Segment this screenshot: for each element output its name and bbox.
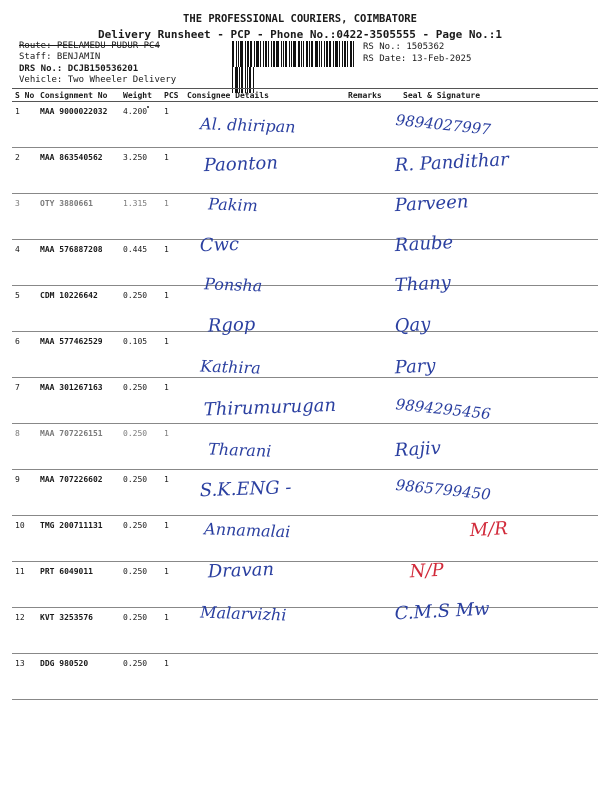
cell-consignment: DDG 980520: [37, 654, 120, 700]
cell-consignment: MAA 577462529: [37, 332, 120, 378]
consignee-handwriting: Kathira: [199, 356, 262, 378]
col-weight: Weight: [120, 89, 161, 102]
barcode-bar: [311, 41, 313, 67]
barcode-bar: [271, 41, 272, 67]
cell-sno: 10: [12, 516, 37, 562]
barcode-bar: [293, 41, 296, 67]
barcode-bar: [353, 41, 354, 67]
cell-remarks: [345, 608, 400, 654]
barcode-bar: [273, 41, 275, 67]
cell-signature: [400, 654, 598, 700]
table-row: [12, 654, 598, 700]
col-sno: S No: [12, 89, 37, 102]
barcode-bar: [254, 41, 255, 67]
cell-remarks: [345, 470, 400, 516]
consignee-handwriting: Dravan: [207, 559, 275, 583]
cell-weight: 0.445: [120, 240, 161, 286]
cell-sno: 1: [12, 102, 37, 148]
cell-consignee: [184, 562, 345, 608]
barcode-bar: [324, 41, 325, 67]
table-header-row: [12, 89, 598, 102]
cell-signature: [400, 424, 598, 470]
cell-signature: [400, 194, 598, 240]
consignee-handwriting: Tharani: [207, 439, 272, 461]
barcode-bar: [350, 41, 352, 67]
cell-signature: [400, 378, 598, 424]
col-consignment: Consignment No: [37, 89, 120, 102]
consignee-handwriting: Malarvizhi: [199, 602, 287, 625]
cell-sno: 6: [12, 332, 37, 378]
barcode-bar: [303, 41, 304, 67]
cell-signature: [400, 516, 598, 562]
cell-pcs: 1: [161, 608, 184, 654]
cell-pcs: 1: [161, 424, 184, 470]
cell-consignment: MAA 707226602: [37, 470, 120, 516]
runsheet-subtitle: Delivery Runsheet - PCP - Phone No.:0422-3505555 - Page No.:1: [98, 28, 502, 41]
barcode-bar: [344, 41, 346, 67]
cell-remarks: [345, 102, 400, 148]
cell-pcs: 1: [161, 516, 184, 562]
barcode-bar: [247, 41, 249, 67]
col-remarks: Remarks: [345, 89, 400, 102]
barcode-bar: [347, 41, 348, 67]
cell-signature: [400, 332, 598, 378]
cell-weight: 0.250: [120, 470, 161, 516]
barcode-bar: [339, 41, 340, 67]
cell-pcs: 1: [161, 654, 184, 700]
remark-handwriting: M/R: [469, 518, 509, 542]
cell-consignment: MAA 9000022032: [37, 102, 120, 148]
cell-pcs: 1: [161, 378, 184, 424]
barcode-bar: [309, 41, 310, 67]
cell-sno: 13: [12, 654, 37, 700]
cell-signature: [400, 240, 598, 286]
vehicle-label: Vehicle: Two Wheeler Delivery: [19, 75, 177, 85]
cell-weight: 0.250: [120, 286, 161, 332]
barcode-bar: [276, 41, 279, 67]
cell-consignee: [184, 654, 345, 700]
cell-consignee: [184, 424, 345, 470]
rs-date: RS Date: 13-Feb-2025: [363, 54, 472, 64]
col-signature: Seal & Signature: [400, 89, 598, 102]
table-row: [12, 332, 598, 378]
table-row: [12, 148, 598, 194]
barcode-bar: [306, 41, 308, 67]
signature-handwriting: Qay: [394, 313, 431, 337]
cell-consignee: [184, 194, 345, 240]
consignee-handwriting: Thirumurugan: [203, 394, 337, 421]
barcode-bar: [301, 41, 302, 67]
route-label: Route: PEELAMEDU PUDUR PC4: [19, 41, 160, 51]
cell-remarks: [345, 194, 400, 240]
barcode-bar: [256, 41, 259, 67]
table-row: [12, 562, 598, 608]
cell-sno: 11: [12, 562, 37, 608]
cell-weight: 0.250: [120, 516, 161, 562]
runsheet-table: [12, 88, 598, 700]
drs-number: DRS No.: DCJB150536201: [19, 64, 139, 74]
cell-remarks: [345, 562, 400, 608]
barcode-bar: [250, 41, 252, 67]
table-row: [12, 470, 598, 516]
barcode-bar: [238, 41, 239, 67]
barcode-bar: [321, 41, 322, 67]
consignee-handwriting: Al. dhiripan: [199, 114, 296, 137]
table-row: [12, 378, 598, 424]
signature-handwriting: Parveen: [394, 191, 469, 217]
signature-handwriting: 9865799450: [394, 475, 492, 504]
cell-sno: 9: [12, 470, 37, 516]
cell-sno: 2: [12, 148, 37, 194]
remark-handwriting: N/P: [409, 559, 445, 583]
barcode-bar: [333, 41, 334, 67]
table-row: [12, 102, 598, 148]
table-row: [12, 240, 598, 286]
barcode-bar: [298, 41, 300, 67]
signature-handwriting: C.M.S Mw: [394, 598, 491, 625]
col-pcs: PCS: [161, 89, 184, 102]
consignee-handwriting: Cwc: [199, 233, 240, 257]
barcode-bar: [240, 41, 243, 67]
cell-pcs: 1: [161, 470, 184, 516]
staff-label: Staff: BENJAMIN: [19, 52, 101, 62]
cell-remarks: [345, 424, 400, 470]
signature-handwriting: Rajiv: [394, 437, 442, 462]
cell-consignment: MAA 301267163: [37, 378, 120, 424]
cell-pcs: 1: [161, 240, 184, 286]
cell-weight: 1.315: [120, 194, 161, 240]
cell-weight: 0.250: [120, 608, 161, 654]
cell-signature: [400, 608, 598, 654]
barcode-bar: [245, 41, 246, 67]
cell-sno: 8: [12, 424, 37, 470]
cell-signature: [400, 286, 598, 332]
cell-consignment: MAA 707226151: [37, 424, 120, 470]
signature-handwriting: Pary: [394, 355, 437, 379]
table-row: [12, 286, 598, 332]
consignee-handwriting: Annamalai: [203, 519, 291, 542]
cell-weight: 0.250: [120, 654, 161, 700]
cell-signature: [400, 102, 598, 148]
cell-consignee: [184, 470, 345, 516]
barcode-bar: [291, 41, 292, 67]
cell-pcs: 1: [161, 286, 184, 332]
cell-sno: 12: [12, 608, 37, 654]
consignee-handwriting: Pakim: [207, 194, 259, 216]
barcode-bar: [236, 41, 237, 67]
cell-remarks: [345, 654, 400, 700]
signature-handwriting: R. Pandithar: [394, 149, 510, 177]
barcode-bar: [289, 41, 290, 67]
table-row: [12, 424, 598, 470]
cell-consignment: OTY 3880661: [37, 194, 120, 240]
cell-sno: 4: [12, 240, 37, 286]
cell-consignee: [184, 332, 345, 378]
signature-handwriting: 9894027997: [394, 110, 492, 139]
cell-pcs: 1: [161, 194, 184, 240]
barcode-bar: [329, 41, 331, 67]
cell-consignee: [184, 102, 345, 148]
barcode-bar: [326, 41, 328, 67]
signature-handwriting: Raube: [394, 232, 454, 257]
cell-remarks: [345, 240, 400, 286]
cell-consignee: [184, 148, 345, 194]
barcode-bar: [281, 41, 282, 67]
cell-pcs: 1: [161, 332, 184, 378]
cell-remarks: [345, 332, 400, 378]
consignee-handwriting: Paonton: [203, 152, 279, 177]
barcode-bar: [260, 41, 261, 67]
barcode-bar: [342, 41, 343, 67]
cell-consignment: PRT 6049011: [37, 562, 120, 608]
barcode-bar: [319, 41, 320, 67]
cell-consignee: [184, 286, 345, 332]
cell-signature: [400, 559, 598, 608]
cell-weight: 4.200: [120, 102, 161, 148]
consignee-handwriting: Ponsha: [203, 274, 263, 296]
cell-signature: [400, 148, 598, 194]
cell-consignment: CDM 10226642: [37, 286, 120, 332]
cell-remarks: [345, 148, 400, 194]
consignee-handwriting: S.K.ENG -: [199, 477, 292, 502]
barcode-bar: [265, 41, 267, 67]
col-consignee: Consignee Details: [184, 89, 345, 102]
cell-consignee: [184, 608, 345, 654]
cell-sno: 3: [12, 194, 37, 240]
cell-consignment: KVT 3253576: [37, 608, 120, 654]
rs-number: RS No.: 1505362: [363, 42, 445, 52]
cell-weight: 0.250: [120, 424, 161, 470]
cell-consignment: TMG 200711131: [37, 516, 120, 562]
table-row: [12, 516, 598, 562]
cell-consignee: [184, 378, 345, 424]
cell-pcs: 1: [161, 102, 184, 148]
cell-remarks: [345, 378, 400, 424]
signature-handwriting: 9894295456: [394, 395, 492, 424]
table-row: [12, 194, 598, 240]
cell-remarks: [345, 286, 400, 332]
cell-sno: 7: [12, 378, 37, 424]
barcode: [232, 41, 356, 67]
cell-weight: 0.250: [120, 562, 161, 608]
barcode-bar: [283, 41, 284, 67]
cell-weight: 3.250: [120, 148, 161, 194]
cell-consignment: MAA 863540562: [37, 148, 120, 194]
cell-weight: 0.250: [120, 378, 161, 424]
barcode-bar: [263, 41, 264, 67]
cell-consignee: [184, 240, 345, 286]
cell-sno: 5: [12, 286, 37, 332]
barcode-bar: [335, 41, 338, 67]
cell-pcs: 1: [161, 148, 184, 194]
table-row: [12, 608, 598, 654]
cell-signature: [400, 470, 598, 516]
cell-consignee: [184, 516, 345, 562]
signature-handwriting: Thany: [394, 272, 452, 297]
cell-consignment: MAA 576887208: [37, 240, 120, 286]
cell-remarks: [345, 516, 400, 562]
cell-weight: 0.105: [120, 332, 161, 378]
cell-pcs: 1: [161, 562, 184, 608]
barcode-bar: [315, 41, 318, 67]
company-title: THE PROFESSIONAL COURIERS, COIMBATORE: [183, 13, 417, 25]
consignee-handwriting: Rgop: [207, 314, 256, 337]
barcode-bar: [268, 41, 269, 67]
barcode-bar: [232, 41, 234, 67]
barcode-bar: [285, 41, 287, 67]
